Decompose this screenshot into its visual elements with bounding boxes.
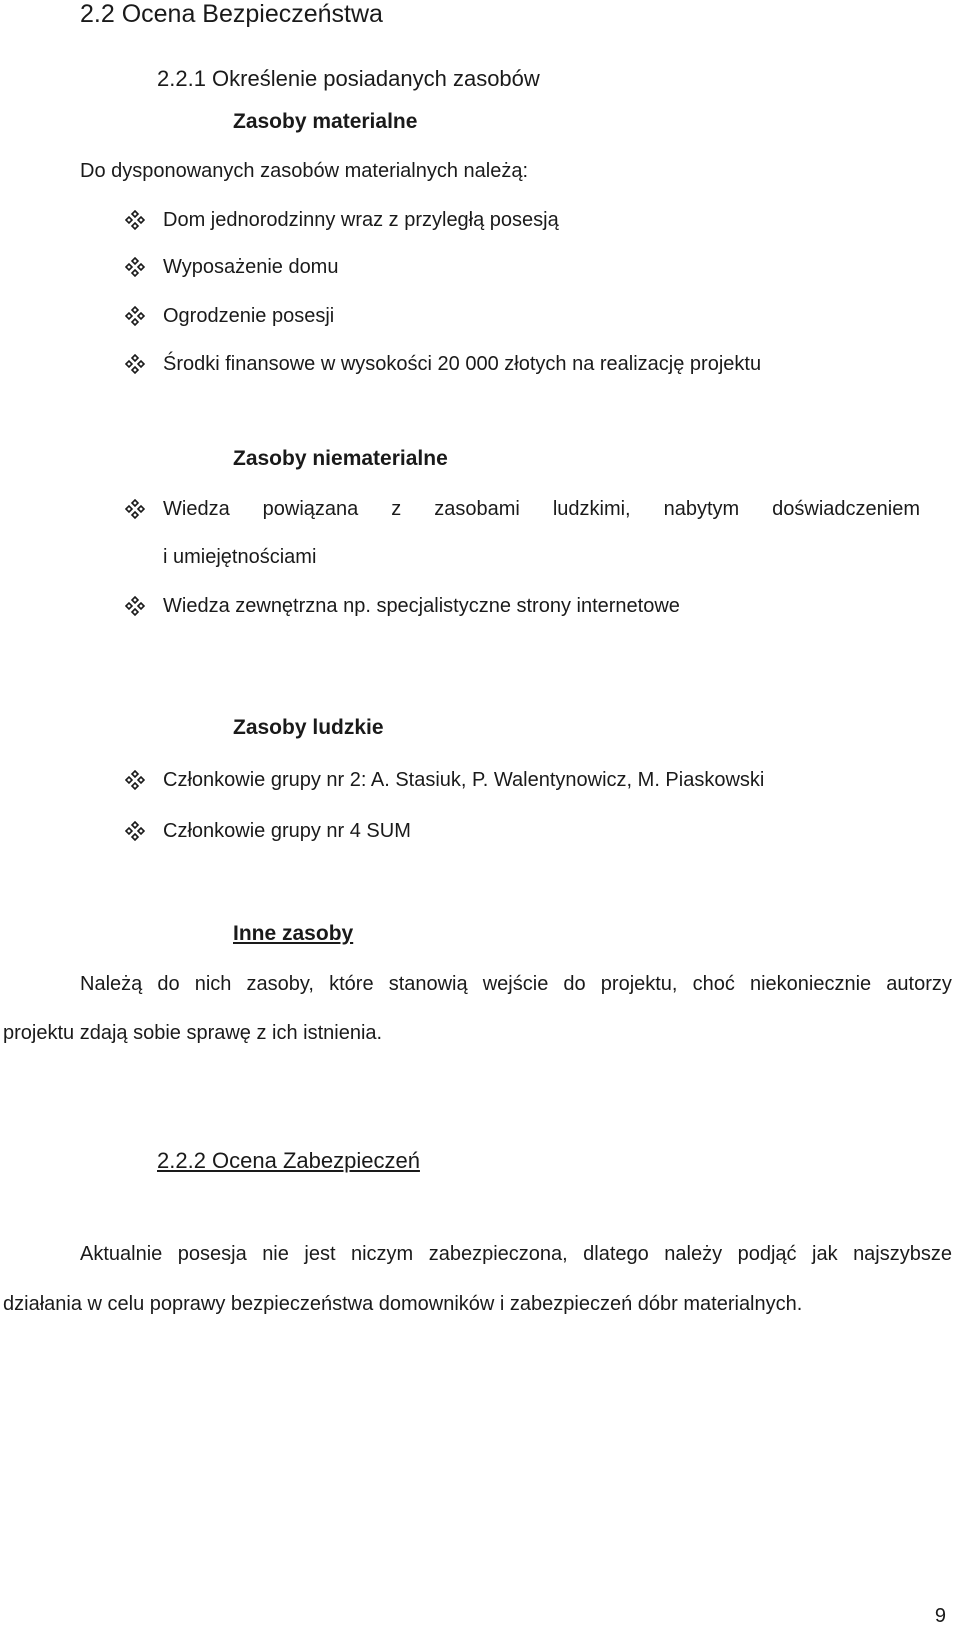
security-paragraph-line2: działania w celu poprawy bezpieczeństwa domowników i zabezpieczeń dóbr materialnych. [3, 1293, 803, 1315]
material-resources-title: Zasoby materialne [233, 110, 418, 133]
list-item [125, 818, 411, 844]
word: które [329, 973, 374, 995]
list-item-continuation: i umiejętnościami [163, 546, 317, 568]
subsection-heading-resources: 2.2.1 Określenie posiadanych zasobów [157, 66, 540, 91]
four-diamond-bullet-icon [125, 770, 145, 790]
word: doświadczeniem [772, 497, 920, 520]
other-resources-paragraph-line1 [80, 973, 952, 996]
word: podjąć [737, 1243, 797, 1265]
four-diamond-bullet-icon [125, 210, 145, 230]
list-item-text [163, 498, 920, 521]
four-diamond-bullet-icon [125, 257, 145, 277]
word: powiązana [262, 497, 359, 520]
word: najszybsze [853, 1243, 952, 1265]
word: posesja [177, 1243, 247, 1265]
word: dlatego [583, 1243, 649, 1265]
four-diamond-bullet-icon [125, 499, 145, 519]
word: nich [194, 973, 232, 995]
list-item-text: Ogrodzenie posesji [163, 304, 335, 327]
other-resources-title: Inne zasoby [233, 922, 354, 945]
list-item-text: Członkowie grupy nr 4 SUM [163, 819, 411, 842]
word: niekoniecznie [749, 973, 872, 995]
word: nabytym [663, 497, 740, 520]
word: jest [304, 1243, 336, 1265]
other-resources-paragraph-line2: projektu zdają sobie sprawę z ich istnienia. [3, 1022, 383, 1044]
four-diamond-bullet-icon [125, 354, 145, 374]
word: należy [664, 1243, 723, 1265]
word: zasoby, [246, 973, 314, 995]
word: nie [262, 1243, 289, 1265]
word: zabezpieczona, [428, 1243, 568, 1265]
list-item [125, 496, 920, 522]
word: zasobami [434, 497, 520, 520]
security-paragraph-line1 [80, 1243, 952, 1266]
subsection-heading-security: 2.2.2 Ocena Zabezpieczeń [157, 1148, 420, 1173]
list-item [125, 351, 761, 377]
word: choć [692, 973, 735, 995]
section-heading: 2.2 Ocena Bezpieczeństwa [80, 0, 383, 28]
word: Wiedza [163, 497, 230, 520]
four-diamond-bullet-icon [125, 306, 145, 326]
list-item-text: Wiedza zewnętrzna np. specjalistyczne strony internetowe [163, 594, 680, 617]
human-resources-title: Zasoby ludzkie [233, 716, 384, 739]
material-resources-intro: Do dysponowanych zasobów materialnych należą: [80, 160, 529, 182]
word: autorzy [886, 973, 952, 995]
four-diamond-bullet-icon [125, 596, 145, 616]
list-item [125, 303, 334, 329]
word: Aktualnie [80, 1243, 163, 1265]
list-item [125, 593, 680, 619]
list-item-text: Środki finansowe w wysokości 20 000 złotych na realizację projektu [163, 352, 762, 375]
page-number: 9 [934, 1605, 946, 1627]
list-item [125, 767, 764, 793]
word: jak [812, 1243, 838, 1265]
list-item [125, 254, 338, 280]
word: wejście [482, 973, 549, 995]
word: Należą [80, 973, 143, 995]
list-item-text: Wyposażenie domu [163, 255, 339, 278]
word: projektu, [600, 973, 678, 995]
word: ludzkimi, [552, 497, 631, 520]
word: do [563, 973, 586, 995]
list-item-text: Członkowie grupy nr 2: A. Stasiuk, P. Walentynowicz, M. Piaskowski [163, 768, 765, 791]
list-item-text: Dom jednorodzinny wraz z przyległą posesją [163, 208, 559, 231]
word: z [391, 497, 402, 520]
list-item [125, 207, 559, 233]
word: stanowią [388, 973, 468, 995]
word: niczym [350, 1243, 414, 1265]
immaterial-resources-title: Zasoby niematerialne [233, 447, 448, 470]
word: do [157, 973, 180, 995]
four-diamond-bullet-icon [125, 821, 145, 841]
